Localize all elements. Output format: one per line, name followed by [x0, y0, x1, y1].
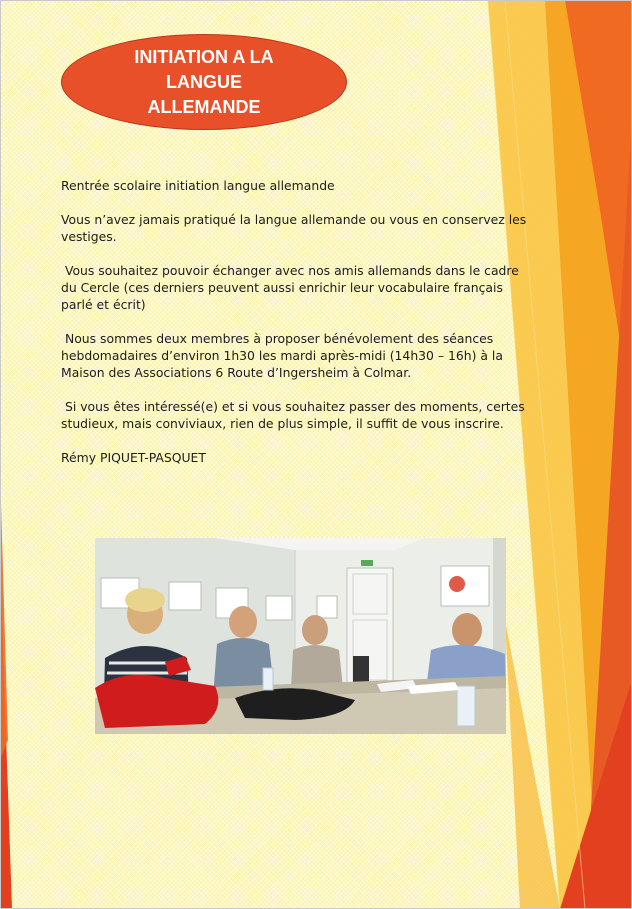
page-title: INITIATION A LA LANGUE ALLEMANDE: [134, 46, 274, 117]
paragraph-heading: Rentrée scolaire initiation langue allemande: [61, 178, 335, 193]
photo-illustration: [95, 538, 506, 734]
paragraph-3: Nous sommes deux membres à proposer bénévolement des séances hebdomadaires d’environ 1h30 les mardi après-midi (14h30 – 16h) à la Maison des Associations 6 Route d’Ingersheim à Colmar.: [61, 331, 507, 380]
signature: Rémy PIQUET-PASQUET: [61, 450, 206, 465]
title-oval: [61, 34, 347, 130]
body-text: [61, 177, 531, 483]
paragraph-4: Si vous êtes intéressé(e) et si vous souhaitez passer des moments, certes studieux, mais conviviaux, rien de plus simple, il suffit de vous inscrire.: [61, 399, 529, 431]
paragraph-1: Vous n’avez jamais pratiqué la langue allemande ou vous en conservez les vestiges.: [61, 212, 531, 244]
paragraph-2: Vous souhaitez pouvoir échanger avec nos amis allemands dans le cadre du Cercle (ces derniers peuvent aussi enrichir leur vocabulaire français parlé et écrit): [61, 263, 523, 312]
group-meeting-photo: [95, 538, 506, 734]
left-orange-sliver: [0, 470, 8, 760]
